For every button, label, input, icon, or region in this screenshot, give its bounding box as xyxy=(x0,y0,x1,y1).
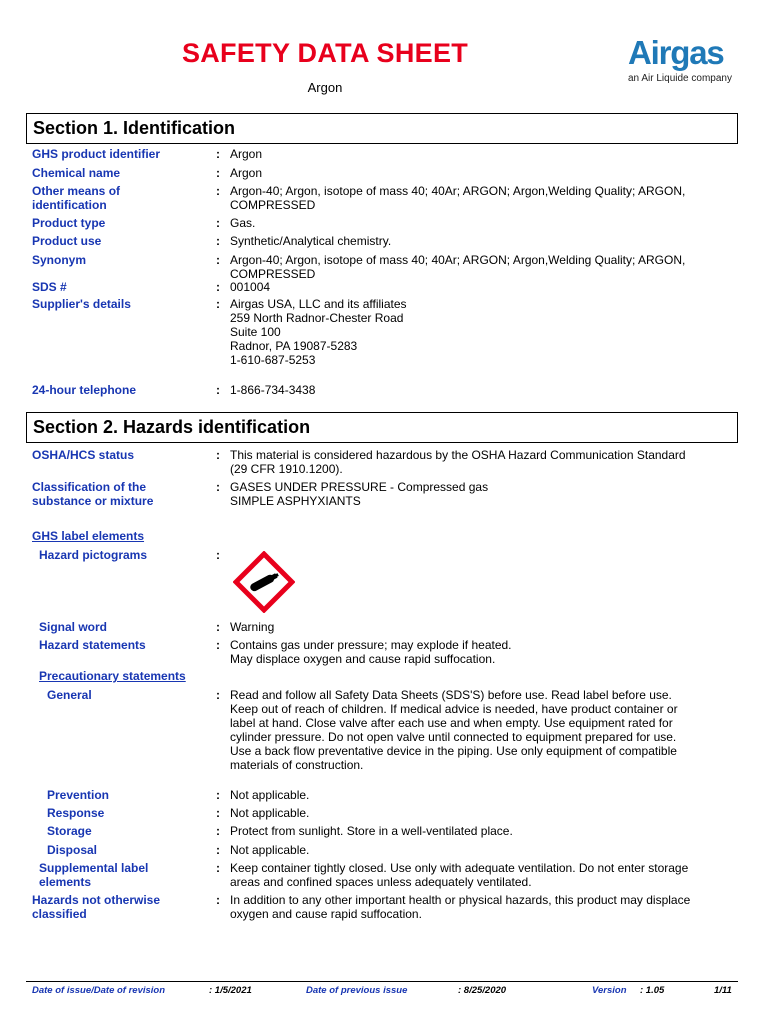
footer-version-value: : 1.05 xyxy=(640,985,665,996)
footer-version-label: Version xyxy=(592,985,627,996)
supplemental-label-elements-label: Supplemental label elements xyxy=(39,861,149,889)
section-1-title: Section 1. Identification xyxy=(33,118,236,138)
section-1-header xyxy=(26,113,738,144)
row-value-product-use: Synthetic/Analytical chemistry. xyxy=(230,234,392,248)
row-label-suppliers-details: Supplier's details xyxy=(32,297,131,311)
row-value-chemical-name: Argon xyxy=(230,166,263,180)
hazard-statements-value: Contains gas under pressure; may explode if heated. May displace oxygen and cause rapid suffocation. xyxy=(230,638,512,666)
row-label-ghs-product-identifier: GHS product identifier xyxy=(32,147,161,161)
response-label: Response xyxy=(47,806,105,820)
classification-label: Classification of the substance or mixture xyxy=(32,480,154,508)
row-label-product-type: Product type xyxy=(32,216,106,230)
disposal-label: Disposal xyxy=(47,843,98,857)
row-value-sds-number: 001004 xyxy=(230,280,271,294)
row-label-other-means: Other means of identification xyxy=(32,184,121,212)
section-2-title: Section 2. Hazards identification xyxy=(33,417,311,437)
precautionary-statements-heading: Precautionary statements xyxy=(39,669,186,683)
hazards-not-otherwise-classified-value: In addition to any other important health or physical hazards, this product may displace oxygen and cause rapid suffocation. xyxy=(230,893,691,921)
footer-issue-date-value: : 1/5/2021 xyxy=(209,985,252,996)
response-value: Not applicable. xyxy=(230,806,310,820)
hazards-not-otherwise-classified-label: Hazards not otherwise classified xyxy=(32,893,161,921)
row-value-other-means: Argon-40; Argon, isotope of mass 40; 40Ar; ARGON; Argon,Welding Quality; ARGON, COMPRESSED xyxy=(230,184,686,212)
osha-hcs-status-value: This material is considered hazardous by the OSHA Hazard Communication Standard (29 CFR 1910.1200). xyxy=(230,448,686,476)
storage-value: Protect from sunlight. Store in a well-ventilated place. xyxy=(230,824,513,838)
logo-wordmark: Airgas xyxy=(628,34,724,71)
gas-cylinder-icon xyxy=(233,551,295,613)
document-title: SAFETY DATA SHEET xyxy=(181,38,469,68)
supplemental-label-elements-value: Keep container tightly closed. Use only with adequate ventilation. Do not enter storage areas and confined spaces unless adequately ventilated. xyxy=(230,861,689,889)
signal-word-value: Warning xyxy=(230,620,275,634)
row-label-24-hour-telephone: 24-hour telephone xyxy=(32,383,137,397)
prevention-label: Prevention xyxy=(47,788,110,802)
hazard-pictograms-label: Hazard pictograms xyxy=(39,548,148,562)
row-value-24-hour-telephone: 1-866-734-3438 xyxy=(230,383,316,397)
classification-value: GASES UNDER PRESSURE - Compressed gas SIMPLE ASPHYXIANTS xyxy=(230,480,489,508)
row-label-chemical-name: Chemical name xyxy=(32,166,121,180)
footer-previous-issue-value: : 8/25/2020 xyxy=(458,985,507,996)
section-2-header xyxy=(26,412,738,443)
row-value-suppliers-details: Airgas USA, LLC and its affiliates 259 North Radnor-Chester Road Suite 100 Radnor, PA 19087-5283 1-610-687-5253 xyxy=(230,297,407,367)
hazard-statements-label: Hazard statements xyxy=(39,638,146,652)
row-label-product-use: Product use xyxy=(32,234,102,248)
storage-label: Storage xyxy=(47,824,92,838)
row-label-sds-number: SDS # xyxy=(32,280,67,294)
disposal-value: Not applicable. xyxy=(230,843,310,857)
prevention-value: Not applicable. xyxy=(230,788,310,802)
footer-page-number: 1/11 xyxy=(714,985,732,996)
row-value-product-type: Gas. xyxy=(230,216,256,230)
row-value-synonym: Argon-40; Argon, isotope of mass 40; 40Ar; ARGON; Argon,Welding Quality; ARGON, COMPRESSED xyxy=(230,253,686,281)
row-value-ghs-product-identifier: Argon xyxy=(230,147,263,161)
footer-issue-date-label: Date of issue/Date of revision xyxy=(32,985,166,996)
osha-hcs-status-label: OSHA/HCS status xyxy=(32,448,135,462)
ghs-label-elements-heading: GHS label elements xyxy=(32,529,145,543)
row-label-synonym: Synonym xyxy=(32,253,87,267)
airgas-logo xyxy=(620,34,750,86)
general-value: Read and follow all Safety Data Sheets (SDS'S) before use. Read label before use. Keep out of reach of children. If medical advice is needed, have product container or label at hand. Close valve after each use and when empty. Use equipment rated for cylinder pressure. Do not open valve until connected to equipment prepared for use. Use a back flow preventative device in the piping. Use only equipment of compatible materials of construction. xyxy=(230,688,678,772)
product-name-subtitle: Argon xyxy=(307,80,343,95)
footer-divider xyxy=(26,981,738,982)
signal-word-label: Signal word xyxy=(39,620,108,634)
logo-tagline: an Air Liquide company xyxy=(628,73,732,84)
footer-previous-issue-label: Date of previous issue xyxy=(306,985,408,996)
general-label: General xyxy=(47,688,92,702)
